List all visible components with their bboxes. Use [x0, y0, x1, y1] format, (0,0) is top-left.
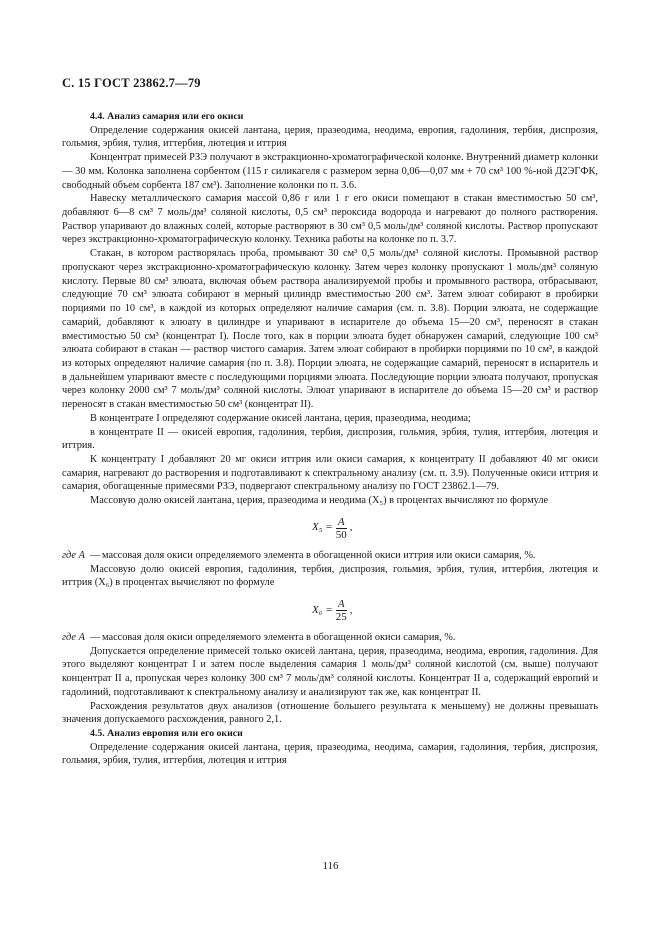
paragraph: Определение содержания окисей лантана, церия, празеодима, неодима, европия, гадолиния, тербия, диспрозия, гольмия, эрбия, тулия, иттербия, лютеция и иттрия	[62, 124, 598, 150]
document-body	[62, 110, 598, 768]
paragraph: Навеску металлического самария массой 0,86 г или 1 г его окиси помещают в стакан вместимостью 50 см³, добавляют 6—8 см³ 7 моль/дм³ соляной кислоты, 0,5 см³ пероксида водорода и нагревают до полного растворения. Раствор упаривают до влажных солей, которые растворяют в 30 см³ 0,5 моль/дм³ соляной кислоты. Раствор пропускают через экстракционно-хроматографическую колонку. Техника работы на колонке по п. 3.7.	[62, 193, 598, 246]
where-text: массовая доля окиси определяемого элемента в обогащенной окиси самария, %.	[102, 632, 456, 643]
paragraph: Массовую долю окисей лантана, церия, празеодима и неодима (X₅) в процентах вычисляют по формуле	[90, 495, 549, 507]
section-heading-4-4: 4.4. Анализ самария или его окиси	[90, 111, 244, 122]
where-symbol: где A	[62, 632, 85, 643]
formula-fraction	[336, 598, 347, 623]
where-clause-1	[62, 549, 598, 563]
paragraph: Расхождения результатов двух анализов (отношение большего результата к меньшему) не должны превышать значения допускаемого расхождения, равного 2,1.	[62, 700, 598, 726]
where-text: массовая доля окиси определяемого элемента в обогащенной окиси иттрия или окиси самария, %.	[102, 549, 536, 561]
paragraph: Определение содержания окисей лантана, церия, празеодима, неодима, самария, гадолиния, тербия, диспрозия, гольмия, эрбия, тулия, иттербия, лютеция и иттрия	[62, 741, 598, 767]
formula-numerator: A	[337, 598, 345, 610]
where-clause-2	[62, 631, 598, 645]
formula-fraction	[336, 516, 347, 541]
formula-tail: ,	[349, 603, 353, 616]
formula-denominator: 50	[335, 528, 347, 541]
where-dash: —	[90, 549, 101, 561]
page-header: С. 15 ГОСТ 23862.7—79	[62, 76, 201, 90]
where-dash: —	[90, 632, 101, 643]
paragraph: Массовую долю окисей европия, гадолиния, тербия, диспрозия, гольмия, эрбия, тулия, иттербия, лютеция и иттрия (X₆) в процентах вычисляют по формуле	[62, 563, 598, 589]
formula-denominator: 25	[335, 611, 347, 623]
section-heading-4-5: 4.5. Анализ европия или его окиси	[90, 728, 243, 740]
formula-lhs: X₆ =	[312, 603, 333, 616]
where-symbol: где A	[62, 549, 85, 561]
formula-tail: ,	[349, 521, 353, 534]
paragraph: Концентрат примесей РЗЭ получают в экстракционно-хроматографической колонке. Внутренний диаметр колонки — 30 мм. Колонка заполнена сорбентом (115 г силикагеля с размером зерна 0,06—0,07 мм + 70 см³ 100 %-ной Д2ЭГФК, свободный объем сорбента 187 см³). Заполнение колонки по п. 3.6.	[62, 152, 598, 191]
paragraph: в концентрате II — окисей европия, гадолиния, тербия, диспрозия, гольмия, эрбия, тулия, иттербия, лютеция и иттрия.	[62, 426, 598, 452]
formula-x5	[62, 508, 598, 549]
page-number: 116	[322, 860, 339, 872]
paragraph: К концентрату I добавляют 20 мг окиси иттрия или окиси самария, к концентрату II добавляют 40 мг окиси самария, нагревают до растворения и подготавливают к спектральному анализу (см. п. 3.9). Полученные окиси иттрия и самария, обогащенные примесями РЗЭ, подвергают спектральному анализу по ГОСТ 23862.1—79.	[62, 453, 598, 493]
paragraph: Стакан, в котором растворялась проба, промывают 30 см³ 0,5 моль/дм³ соляной кислоты. Промывной раствор пропускают через экстракционно-хроматографическую колонку. Затем через колонку пропускают 1 моль/дм³ соляную кислоту. Первые 80 см³ элюата, включая объем раствора анализируемой пробы и промывного раствора, отбрасывают, следующие 70 см³ элюата собирают в мерный цилиндр вместимостью 200 см³. Затем элюат собирают в пробирки порциями по 10 см³, в каждой из которых определяют наличие самария (см. п. 3.8). Порции элюата, не содержащие самарий, добавляют к элюату в цилиндре и упаривают в испарителе до объема 15—20 см³, переносят в стакан вместимостью 50 см³ (концентрат I). После того, как в порции элюата будет обнаружен самарий, следующие 100 см³ элюата собирают в стакан — раствор чистого самария. Затем элюат собирают в пробирки порциями по 10 см³, в каждой из которых определяют наличие самария (по п. 3.8). Порции элюата, не содержащие самарий, переносят в испаритель и в дальнейшем упаривают вместе с последующими порциями элюата. Последующие порции элюата получают, пропуская через колонку 2000 см³ 7 моль/дм³ соляной кислоты. Элюат упаривают в испарителе до объема 15—20 см³ и раствор переносят в стакан вместимостью 50 см³ (концентрат II).	[62, 248, 598, 411]
paragraph: В концентрате I определяют содержание окисей лантана, церия, празеодима, неодима;	[90, 412, 471, 424]
formula-numerator: A	[337, 515, 345, 528]
formula-lhs: X₅ =	[312, 521, 333, 534]
paragraph: Допускается определение примесей только окисей лантана, церия, празеодима, неодима, европия, гадолиния. Для этого выделяют концентрат I и затем после выделения самария 1 моль/дм³ соляной кислотой (см. выше) получают концентрат II а, пропуская через колонку 300 см³ 7 моль/дм³ соляной кислоты. Концентрат II а, содержащий европий и гадолиний, подготавливают к спектральному анализу и анализируют так же, как концентрат II.	[62, 645, 598, 698]
formula-x6	[62, 590, 598, 631]
